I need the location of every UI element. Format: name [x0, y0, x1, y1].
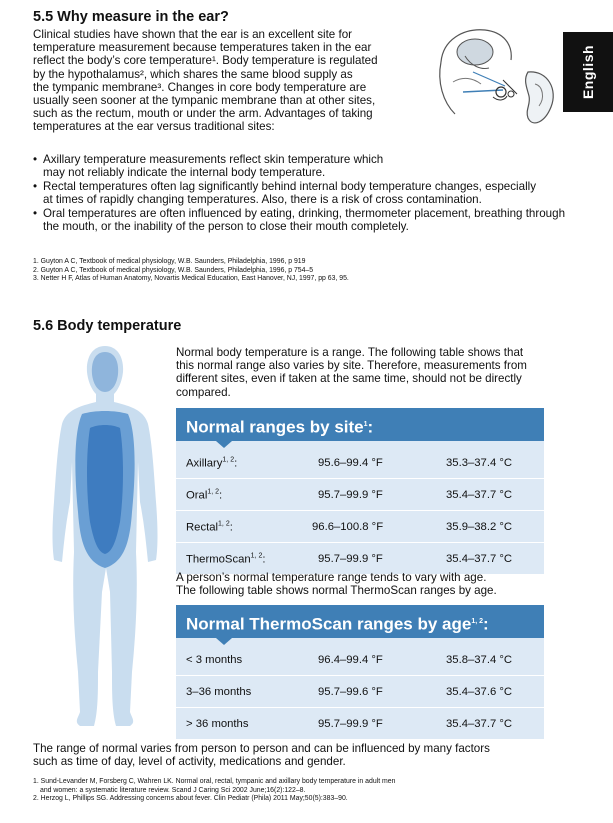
fahrenheit-range: 95.7–99.9 °F	[318, 717, 383, 730]
row-label: ThermoScan	[186, 552, 251, 565]
table-title-sup: 1	[363, 421, 368, 428]
footnote: and women: a systematic literature review. Scand J Caring Sci 2002 June;16(2):122–8.	[40, 786, 306, 794]
row-label: > 36 months	[186, 717, 249, 730]
celsius-range: 35.4–37.7 °C	[446, 552, 513, 565]
section-5-6-outro	[33, 742, 563, 768]
table-body	[176, 638, 544, 739]
language-tab-label: English	[580, 44, 596, 100]
intro-line: compared.	[176, 385, 231, 399]
table-title-text: Normal ThermoScan ranges by age	[186, 614, 472, 634]
celsius-range: 35.3–37.4 °C	[446, 456, 513, 469]
table-row	[176, 675, 544, 707]
intro-line: usually seen sooner at the tympanic membrane than at other sites,	[33, 94, 376, 108]
table-row: ThermoScan$^{1, 2}$: 95.7–99.9 °F 35.4–37.7 °C	[176, 542, 544, 574]
intro-line: The following table shows normal ThermoScan ranges by age.	[176, 584, 497, 598]
celsius-range: 35.4–37.7 °C	[446, 488, 513, 501]
section-5-6-heading: 5.6 Body temperature	[33, 318, 182, 334]
table-row: Rectal$^{1, 2}$: 96.6–100.8 °F 35.9–38.2 °C	[176, 510, 544, 542]
fahrenheit-range: 95.7–99.6 °F	[318, 685, 383, 698]
footnote: 2. Guyton A C, Textbook of medical physiology, W.B. Saunders, Philadelphia, 1996, p 754–5	[33, 266, 314, 274]
table-row	[176, 644, 544, 675]
intro-line: temperature measurement because temperatures taken in the ear	[33, 41, 372, 55]
table-title-text: Normal ranges by site	[186, 417, 364, 437]
language-tab	[563, 32, 613, 112]
intro-line: A person’s normal temperature range tends to vary with age.	[176, 571, 487, 584]
intro-line: different sites, even if taken at the same time, should not be directly	[176, 372, 522, 386]
intro-line: the tympanic membrane³. Changes in core body temperature are	[33, 80, 367, 94]
table-body	[176, 441, 544, 574]
intro-line: temperatures at the ear versus traditional sites:	[33, 120, 275, 134]
fahrenheit-range: 96.4–99.4 °F	[318, 653, 383, 666]
advantages-list	[33, 153, 566, 234]
intro-line: such as the rectum, mouth or under the arm. Advantages of taking	[33, 107, 373, 121]
ear-anatomy-illustration	[433, 22, 561, 132]
intro-line: by the hypothalamus², which shares the same blood supply as	[33, 67, 353, 81]
table-title: Normal ranges by site$^1$:	[176, 408, 544, 441]
age-range-intro	[176, 571, 561, 597]
row-label-sup: 1, 2	[250, 552, 263, 560]
section-5-6-footnotes	[33, 778, 573, 804]
fahrenheit-range: 95.7–99.9 °F	[318, 488, 383, 501]
row-label-sup: 1, 2	[222, 456, 235, 464]
list-item: • Oral temperatures are often influenced by eating, drinking, thermometer placement, breathing through the mouth, or the inability of the person to close their mouth completely.	[33, 207, 573, 233]
intro-line: reflect the body’s core temperature¹. Body temperature is regulated	[33, 54, 378, 68]
celsius-range: 35.4–37.6 °C	[446, 685, 513, 698]
footnote: 1. Sund-Levander M, Forsberg C, Wahren LK. Normal oral, rectal, tympanic and axillary body temperature in adult men	[33, 778, 396, 785]
ranges-by-age-table	[176, 605, 544, 739]
row-label-sup: 1, 2	[207, 488, 220, 496]
section-5-5-heading: 5.5 Why measure in the ear?	[33, 9, 229, 25]
intro-line: Normal body temperature is a range. The following table shows that	[176, 346, 524, 359]
row-label: < 3 months	[186, 653, 243, 666]
footnote: 2. Herzog L, Phillips SG. Addressing concerns about fever. Clin Pediatr (Phila) 2011 May;50(5):383–90.	[33, 795, 348, 803]
row-label: Rectal	[186, 520, 219, 533]
table-row: Oral$^{1, 2}$: 95.7–99.9 °F 35.4–37.7 °C	[176, 478, 544, 510]
footnote: 1. Guyton A C, Textbook of medical physiology, W.B. Saunders, Philadelphia, 1996, p 919	[33, 258, 306, 265]
row-label-sup: 1, 2	[218, 520, 230, 528]
celsius-range: 35.8–37.4 °C	[446, 653, 513, 666]
row-label: 3–36 months	[186, 685, 252, 698]
intro-line: Clinical studies have shown that the ear is an excellent site for	[33, 28, 352, 41]
row-label: Oral	[186, 488, 208, 501]
footnote: 3. Netter H F, Atlas of Human Anatomy, Novartis Medical Education, East Hanover, NJ, 1997, pp 63, 95.	[33, 275, 349, 283]
celsius-range: 35.4–37.7 °C	[446, 717, 513, 730]
intro-line: this normal range also varies by site. Therefore, measurements from	[176, 359, 527, 373]
table-row	[176, 707, 544, 739]
row-label: Axillary	[186, 456, 223, 469]
fahrenheit-range: 95.7–99.9 °F	[318, 552, 383, 565]
fahrenheit-range: 95.6–99.4 °F	[318, 456, 383, 469]
ranges-by-site-table	[176, 408, 544, 574]
table-title: Normal ThermoScan ranges by age$^{1, 2}$:	[176, 605, 544, 638]
fahrenheit-range: 96.6–100.8 °F	[312, 520, 384, 533]
section-5-6-intro	[176, 346, 561, 399]
body-heat-silhouette	[40, 342, 170, 732]
outro-line: The range of normal varies from person to person and can be influenced by many factors	[33, 742, 490, 755]
outro-line: such as time of day, level of activity, medications and gender.	[33, 755, 346, 769]
section-5-5-intro	[33, 28, 428, 134]
section-5-5-footnotes	[33, 258, 553, 284]
table-row: Axillary$^{1, 2}$: 95.6–99.4 °F 35.3–37.4 °C	[186, 456, 513, 469]
list-item: • Axillary temperature measurements reflect skin temperature which may not reliably indicate the internal body temperature.	[33, 153, 403, 179]
table-title-sup: 1, 2	[471, 618, 484, 625]
list-item: • Rectal temperatures often lag significantly behind internal body temperature changes, especially at times of rapidly changing temperatures. Also, there is a risk of cross contamination.	[33, 180, 543, 206]
celsius-range: 35.9–38.2 °C	[446, 520, 513, 533]
